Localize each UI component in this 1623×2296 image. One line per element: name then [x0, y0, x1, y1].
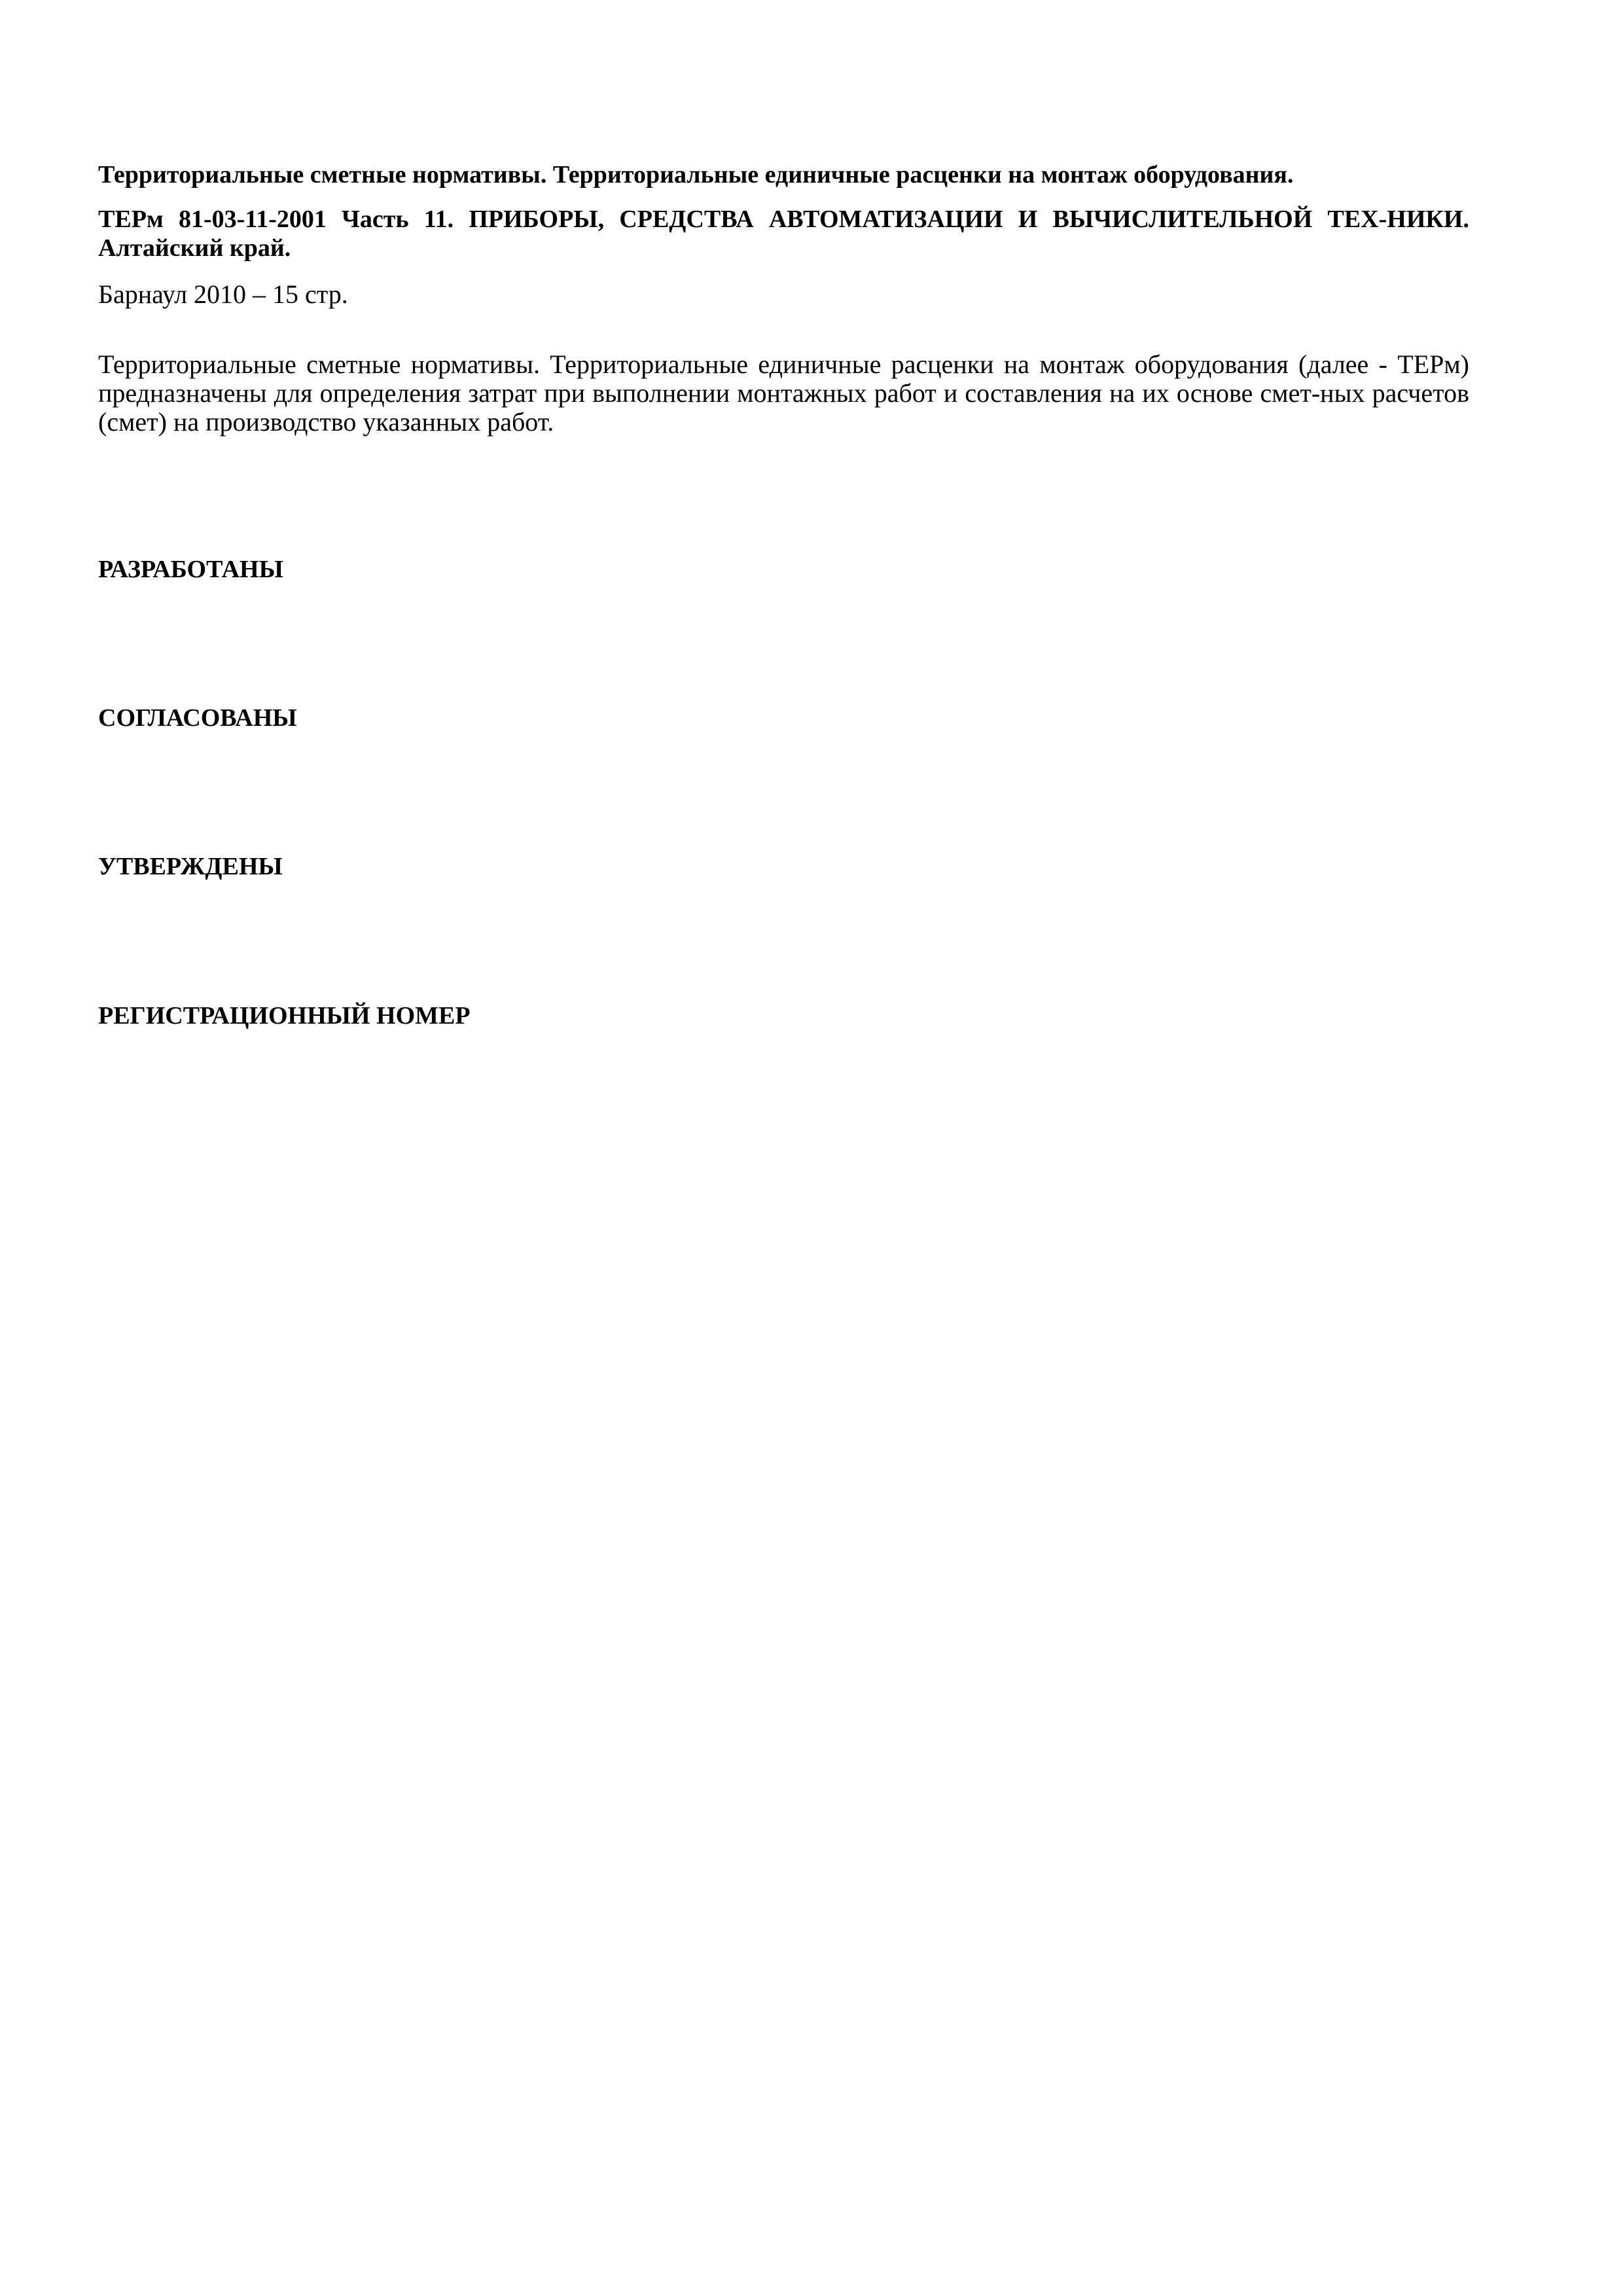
document-abstract: Территориальные сметные нормативы. Территориальные единичные расценки на монтаж оборудования (далее - ТЕРм) предназначены для определения затрат при выполнении монтажных работ и составления на их основе смет-ных расчетов (смет) на производство указанных работ.: [98, 350, 1469, 437]
section-agreed: СОГЛАСОВАНЫ: [98, 704, 297, 732]
document-title: Территориальные сметные нормативы. Территориальные единичные расценки на монтаж оборудования.: [98, 161, 1294, 188]
document-page: [98, 0, 1469, 2296]
section-developed: РАЗРАБОТАНЫ: [98, 556, 283, 583]
publication-imprint: Барнаул 2010 – 15 стр.: [98, 279, 348, 309]
section-approved: УТВЕРЖДЕНЫ: [98, 853, 283, 880]
section-registration-number: РЕГИСТРАЦИОННЫЙ НОМЕР: [98, 1002, 471, 1030]
document-code-heading: ТЕРм 81-03-11-2001 Часть 11. ПРИБОРЫ, СРЕДСТВА АВТОМАТИЗАЦИИ И ВЫЧИСЛИТЕЛЬНОЙ ТЕХ-НИКИ. Алтайский край.: [98, 206, 1469, 262]
